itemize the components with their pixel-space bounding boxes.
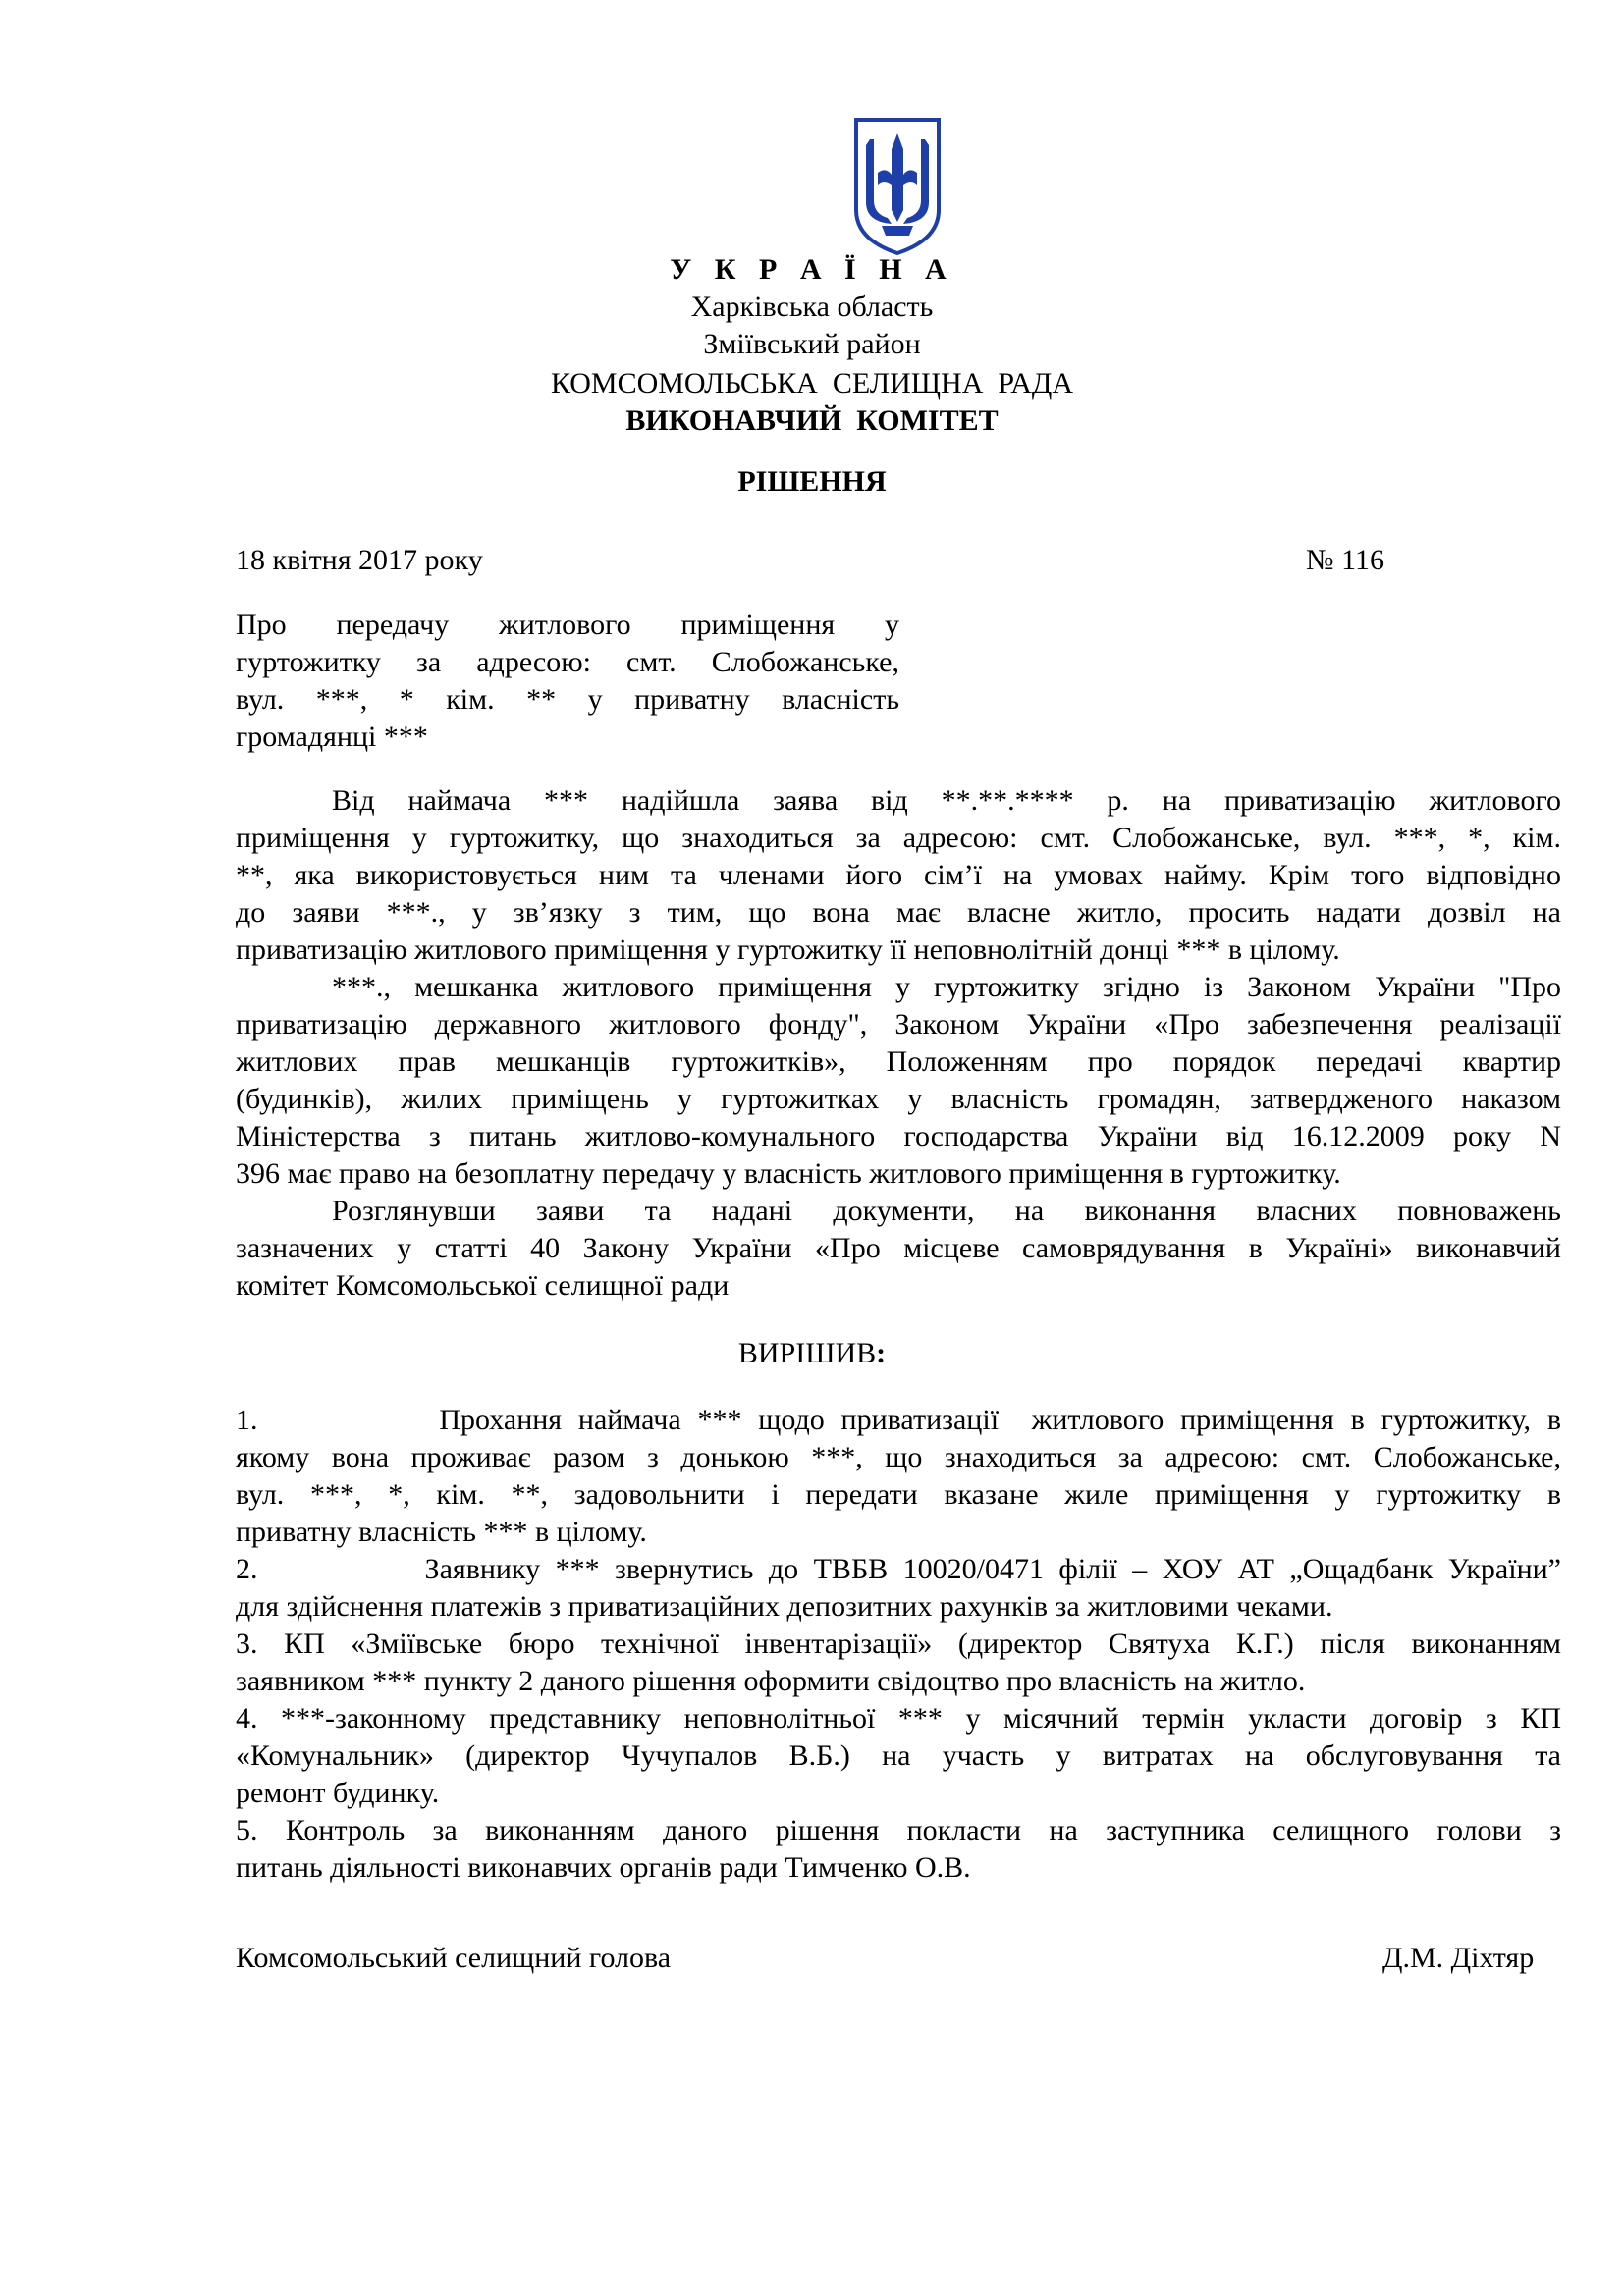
body-line: приватизацію житлового приміщення у гуртожитку її неповнолітній донці *** в цілому. <box>236 934 1340 966</box>
decision-line: 3. КП «Зміївське бюро технічної інвентарізації» (директор Святуха К.Г.) після виконанням <box>236 1628 1561 1660</box>
body-line: ***., мешканка житлового приміщення у гуртожитку згідно із Законом України "Про <box>332 971 1561 1003</box>
decision-line: вул. ***, *, кім. **, задовольнити і передати вказане жиле приміщення у гуртожитку в <box>236 1478 1561 1511</box>
document-type-title: РІШЕННЯ <box>737 465 887 498</box>
body-line: приміщення у гуртожитку, що знаходиться за адресою: смт. Слобожанське, вул. ***, *, кім. <box>236 822 1561 854</box>
decision-body <box>236 782 1561 1305</box>
body-line: **, яка використовується ним та членами його сім’ї на умовах найму. Крім того відповідно <box>236 859 1561 891</box>
body-line: зазначених у статті 40 Закону України «Про місцеве самоврядування в Україні» виконавчий <box>236 1232 1561 1264</box>
decision-line: «Комунальник» (директор Чучупалов В.Б.) на участь у витратах на обслуговування та <box>236 1739 1561 1772</box>
body-line: Від наймача *** надійшла заява від **.**.**** р. на приватизацію житлового <box>332 784 1561 817</box>
body-line: комітет Комсомольської селищної ради <box>236 1269 730 1302</box>
body-line: житлових прав мешканців гуртожитків», Положенням про порядок передачі квартир <box>236 1045 1561 1078</box>
body-line: 396 має право на безоплатну передачу у власність житлового приміщення в гуртожитку. <box>236 1157 1341 1190</box>
decided-heading-colon: : <box>876 1337 887 1369</box>
subject-line: гуртожитку за адресою: смт. Слобожанське, <box>236 646 899 678</box>
signature-position: Комсомольський селищний голова <box>236 1942 672 1974</box>
subject-line: Про передачу житлового приміщення у <box>236 609 899 641</box>
body-line: (будинків), жилих приміщень у гуртожитках у власність громадян, затвердженого наказом <box>236 1083 1561 1115</box>
body-line: приватизацію державного житлового фонду", Законом України «Про забезпечення реалізації <box>236 1008 1561 1041</box>
decision-line: питань діяльності виконавчих органів ради Тимченко О.В. <box>236 1851 971 1884</box>
decision-line: 2. Заявнику *** звернутись до ТВБВ 10020/0471 філії – ХОУ АТ „Ощадбанк України” <box>236 1553 1561 1585</box>
subject-line: громадянці *** <box>236 721 428 753</box>
decided-heading <box>0 1335 1624 1372</box>
decision-line: 5. Контроль за виконанням даного рішення покласти на заступника селищного голови з <box>236 1814 1561 1846</box>
decision-line: ремонт будинку. <box>236 1777 440 1809</box>
body-line: Міністерства з питань житлово-комунального господарства України від 16.12.2009 року N <box>236 1120 1561 1152</box>
decision-line: якому вона проживає разом з донькою ***, що знаходиться за адресою: смт. Слобожанське, <box>236 1441 1561 1473</box>
decision-number: № 116 <box>1306 544 1385 576</box>
oblast-line: Харківська область <box>690 291 934 323</box>
decision-subject <box>236 607 899 756</box>
decision-line: 1. Прохання наймача *** щодо приватизації житлового приміщення в гуртожитку, в <box>236 1404 1561 1436</box>
decision-line: заявником *** пункту 2 даного рішення оформити свідоцтво про власність на житло. <box>236 1665 1306 1697</box>
country-title: У К Р А Ї Н А <box>670 253 954 286</box>
decision-items <box>236 1402 1561 1887</box>
decision-date: 18 квітня 2017 року <box>236 544 483 576</box>
committee-line: ВИКОНАВЧИЙ КОМІТЕТ <box>625 404 999 437</box>
decision-line: для здійснення платежів з приватизаційних депозитних рахунків за житловими чеками. <box>236 1590 1333 1623</box>
body-line: до заяви ***., у зв’язку з тим, що вона має власне житло, просить надати дозвіл на <box>236 896 1561 929</box>
decision-line: приватну власність *** в цілому. <box>236 1516 647 1548</box>
district-line: Зміївський район <box>703 328 921 360</box>
subject-line: вул. ***, * кім. ** у приватну власність <box>236 683 899 716</box>
council-line: КОМСОМОЛЬСЬКА СЕЛИЩНА РАДА <box>550 367 1074 400</box>
body-line: Розглянувши заяви та надані документи, на виконання власних повноважень <box>332 1195 1561 1227</box>
coat-of-arms-emblem <box>852 116 943 257</box>
decision-line: 4. ***-законному представнику неповнолітньої *** у місячний термін укласти договір з КП <box>236 1702 1561 1735</box>
decided-heading-text: ВИРІШИВ <box>737 1337 877 1369</box>
signature-name: Д.М. Діхтяр <box>1382 1942 1535 1974</box>
